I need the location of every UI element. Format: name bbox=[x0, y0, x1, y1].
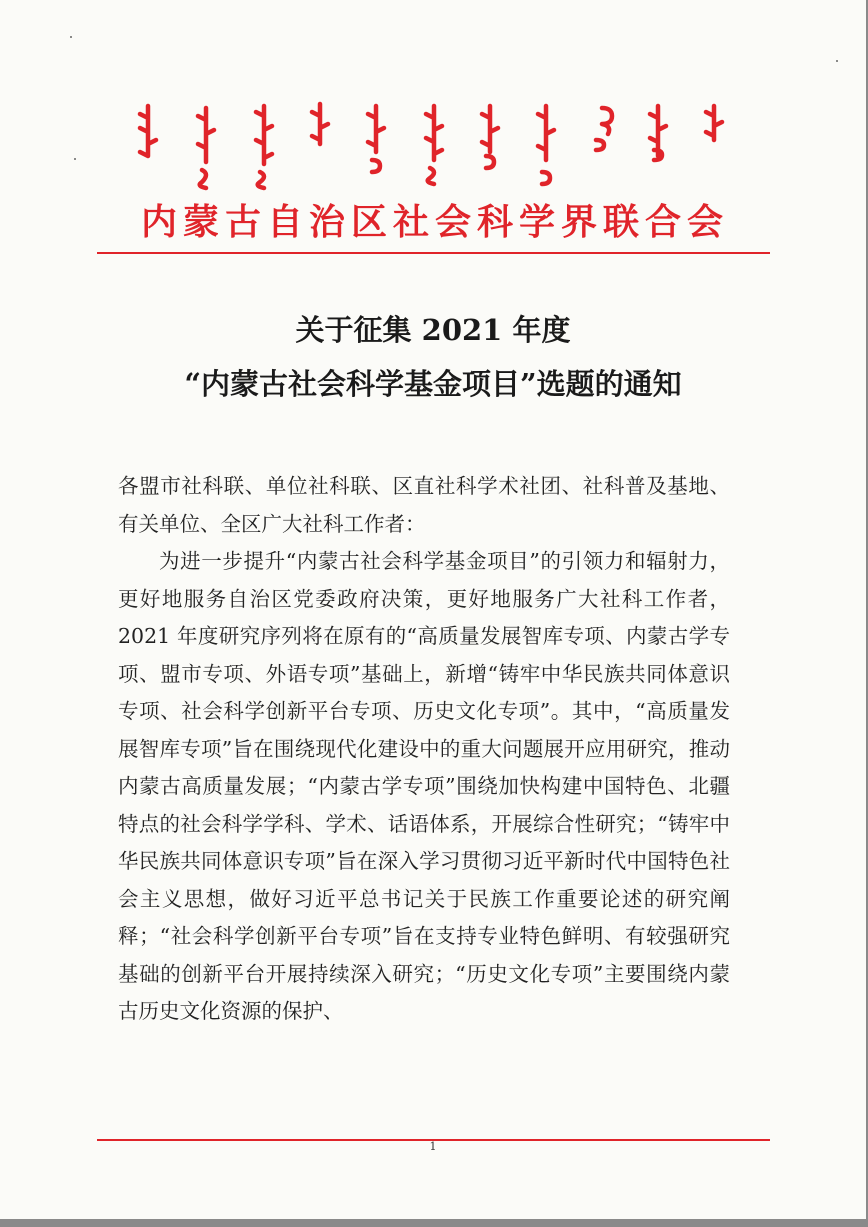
scan-speck bbox=[836, 60, 838, 62]
notice-title-line-1: 关于征集 2021 年度 bbox=[295, 313, 571, 347]
organization-name: 内蒙古自治区社会科学界联合会 bbox=[140, 202, 729, 243]
mongolian-script-heading bbox=[118, 100, 738, 192]
body-paragraph: 为进一步提升“内蒙古社会科学基金项目”的引领力和辐射力，更好地服务自治区党委政府决策，更好地服务广大社科工作者，2021 年度研究序列将在原有的“高质量发展智库专项、内蒙古学专项、盟市专项、外语专项”基础上，新增“铸牢中华民族共同体意识专项、社会科学创新平台专项、历史文化专项”。其中，“高质量发展智库专项”旨在围绕现代化建设中的重大问题展开应用研究，推动内蒙古高质量发展；“内蒙古学专项”围绕加快构建中国特色、北疆特点的社会科学学科、学术、话语体系，开展综合性研究；“铸牢中华民族共同体意识专项”旨在深入学习贯彻习近平新时代中国特色社会主义思想，做好习近平总书记关于民族工作重要论述的研究阐释；“社会科学创新平台专项”旨在支持专业特色鲜明、有较强研究基础的创新平台开展持续深入研究；“历史文化专项”主要围绕内蒙古历史文化资源的保护、 bbox=[118, 549, 730, 1023]
scan-speck bbox=[74, 158, 76, 160]
scan-speck bbox=[70, 36, 72, 38]
notice-body bbox=[118, 468, 730, 1031]
letterhead-divider bbox=[97, 252, 770, 254]
notice-title-line-2: “内蒙古社会科学基金项目”选题的通知 bbox=[184, 367, 682, 401]
salutation: 各盟市社科联、单位社科联、区直社科学术社团、社科普及基地、有关单位、全区广大社科工作者： bbox=[118, 474, 730, 536]
page-number: 1 bbox=[429, 1140, 437, 1153]
